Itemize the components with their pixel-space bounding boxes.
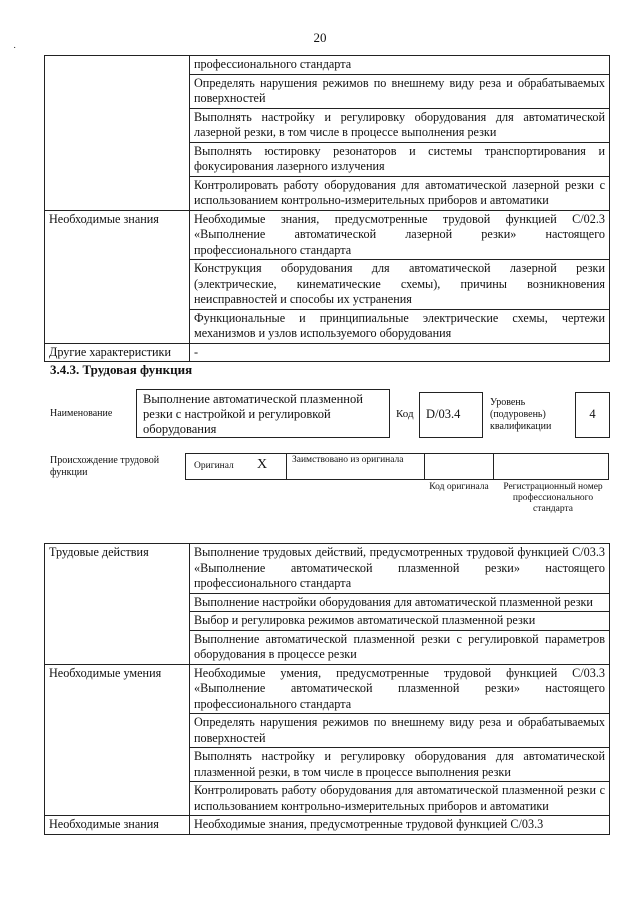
table-cell: Выполнение трудовых действий, предусмотренных трудовой функцией C/03.3 «Выполнение автоматической плазменной резки» настоящего профессионального стандарта xyxy=(190,544,610,594)
level-label: Уровень (подуровень) квалификации xyxy=(490,397,552,432)
scan-mark: ˙ xyxy=(13,46,17,57)
code-label: Код xyxy=(396,408,414,420)
table-cell: Выполнение автоматической плазменной резки с регулировкой параметров оборудования в процессе резки xyxy=(190,630,610,664)
table-cell: Контролировать работу оборудования для автоматической плазменной резки с использованием контрольно-измерительных приборов и автоматики xyxy=(190,782,610,816)
table-cell: Выполнять настройку и регулировку оборудования для автоматической плазменной резки, в том числе в процессе выполнения резки xyxy=(190,748,610,782)
table-cell: Необходимые умения, предусмотренные трудовой функцией C/03.3 «Выполнение автоматической плазменной резки» настоящего профессионального стандарта xyxy=(190,664,610,714)
origin-code-cell xyxy=(424,453,494,480)
row-label-knowledge: Необходимые знания xyxy=(45,210,190,343)
origin-code-label: Код оригинала xyxy=(429,482,489,492)
original-label: Оригинал xyxy=(194,461,234,471)
table-cell: Определять нарушения режимов по внешнему виду реза и обрабатываемых поверхностей xyxy=(190,714,610,748)
row-label-actions: Трудовые действия xyxy=(45,544,190,665)
table-cell: Выбор и регулировка режимов автоматической плазменной резки xyxy=(190,612,610,631)
table-cell: Выполнять настройку и регулировку оборудования для автоматической лазерной резки, в том числе в процессе выполнения резки xyxy=(190,108,610,142)
row-label-knowledge-2: Необходимые знания xyxy=(45,816,190,835)
origin-label: Происхождение трудовой функции xyxy=(50,455,160,478)
bottom-table xyxy=(44,543,610,835)
table-cell: профессионального стандарта xyxy=(190,56,610,75)
table-cell: Контролировать работу оборудования для автоматической лазерной резки с использованием контрольно-измерительных приборов и автоматики xyxy=(190,176,610,210)
table-cell: Конструкция оборудования для автоматической лазерной резки (электрические, кинематические схемы), причины возникновения неисправностей и способы их устранения xyxy=(190,260,610,310)
borrowed-label: Заимствовано из оригинала xyxy=(292,455,404,465)
table-cell: - xyxy=(190,343,610,362)
table-cell: Необходимые знания, предусмотренные трудовой функцией C/03.3 xyxy=(190,816,610,835)
reg-number-label: Регистрационный номер профессионального стандарта xyxy=(503,482,603,514)
top-table xyxy=(44,55,610,362)
table-cell: Определять нарушения режимов по внешнему виду реза и обрабатываемых поверхностей xyxy=(190,74,610,108)
level-value-box: 4 xyxy=(575,392,610,438)
row-label-other: Другие характеристики xyxy=(45,343,190,362)
name-label: Наименование xyxy=(50,408,113,419)
page-number: 20 xyxy=(313,30,327,45)
name-value-box: Выполнение автоматической плазменной резки с настройкой и регулировкой оборудования xyxy=(136,389,390,438)
table-cell: Выполнение настройки оборудования для автоматической плазменной резки xyxy=(190,593,610,612)
table-cell: Выполнять юстировку резонаторов и системы транспортирования и фокусирования лазерного излучения xyxy=(190,142,610,176)
table-cell: Функциональные и принципиальные электрические схемы, чертежи механизмов и узлов используемого оборудования xyxy=(190,309,610,343)
code-value-box: D/03.4 xyxy=(419,392,483,438)
table-cell: Необходимые знания, предусмотренные трудовой функцией C/02.3 «Выполнение автоматической лазерной резки» настоящего профессионального стандарта xyxy=(190,210,610,260)
original-mark: X xyxy=(257,457,268,472)
row-label-continued xyxy=(45,56,190,211)
original-cell xyxy=(185,453,287,480)
row-label-skills: Необходимые умения xyxy=(45,664,190,816)
section-title: 3.4.3. Трудовая функция xyxy=(50,362,193,377)
